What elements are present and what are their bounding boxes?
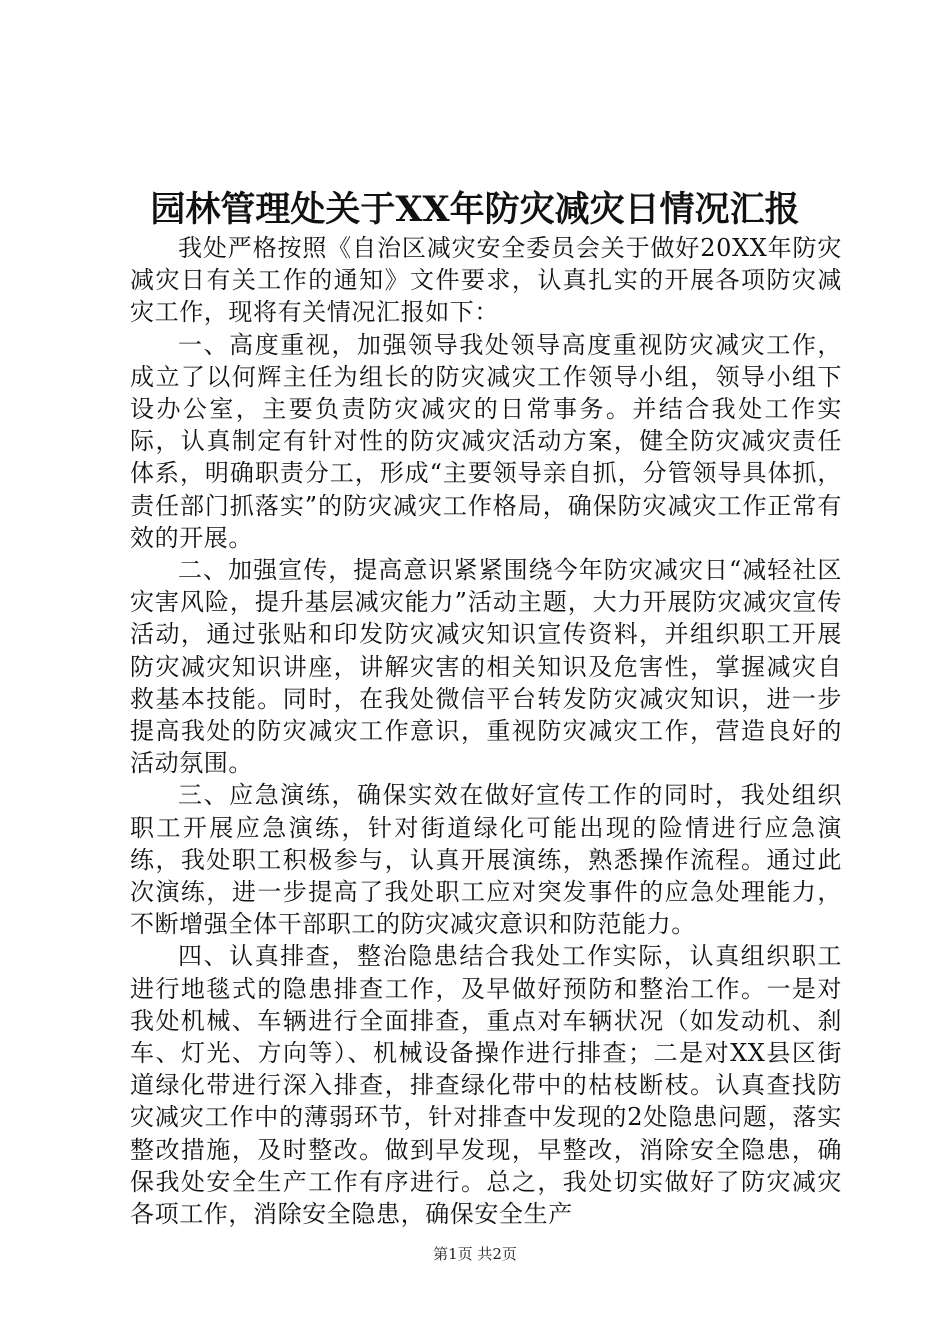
- paragraph-section-4: 四、认真排查，整治隐患结合我处工作实际，认真组织职工进行地毯式的隐患排查工作，及早做好预防和整治工作。一是对我处机械、车辆进行全面排查，重点对车辆状况（如发动机、刹车、灯光、方向等）、机械设备操作进行排查；二是对XX县区街道绿化带进行深入排查，排查绿化带中的枯枝断枝。认真查找防灾减灾工作中的薄弱环节，针对排查中发现的2处隐患问题，落实整改措施，及时整改。做到早发现，早整改，消除安全隐患，确保我处安全生产工作有序进行。总之，我处切实做好了防灾减灾各项工作，消除安全隐患，确保安全生产: [130, 942, 842, 1229]
- document-body: [130, 232, 842, 1230]
- page-footer: 第1页 共2页: [433, 1245, 517, 1263]
- document-title: 园林管理处关于XX年防灾减灾日情况汇报: [150, 189, 800, 230]
- paragraph-intro: 我处严格按照《自治区减灾安全委员会关于做好20XX年防灾减灾日有关工作的通知》文件要求，认真扎实的开展各项防灾减灾工作，现将有关情况汇报如下：: [130, 234, 842, 327]
- paragraph-section-3: 三、应急演练，确保实效在做好宣传工作的同时，我处组织职工开展应急演练，针对街道绿化可能出现的险情进行应急演练，我处职工积极参与，认真开展演练，熟悉操作流程。通过此次演练，进一步提高了我处职工应对突发事件的应急处理能力，不断增强全体干部职工的防灾减灾意识和防范能力。: [130, 781, 842, 939]
- paragraph-section-1: 一、高度重视，加强领导我处领导高度重视防灾减灾工作，成立了以何辉主任为组长的防灾减灾工作领导小组，领导小组下设办公室，主要负责防灾减灾的日常事务。并结合我处工作实际，认真制定有针对性的防灾减灾活动方案，健全防灾减灾责任体系，明确职责分工，形成“主要领导亲自抓，分管领导具体抓，责任部门抓落实”的防灾减灾工作格局，确保防灾减灾工作正常有效的开展。: [130, 330, 842, 552]
- paragraph-section-2: 二、加强宣传，提高意识紧紧围绕今年防灾减灾日“减轻社区灾害风险，提升基层减灾能力”活动主题，大力开展防灾减灾宣传活动，通过张贴和印发防灾减灾知识宣传资料，并组织职工开展防灾减灾知识讲座，讲解灾害的相关知识及危害性，掌握减灾自救基本技能。同时，在我处微信平台转发防灾减灾知识，进一步提高我处的防灾减灾工作意识，重视防灾减灾工作，营造良好的活动氛围。: [130, 556, 842, 778]
